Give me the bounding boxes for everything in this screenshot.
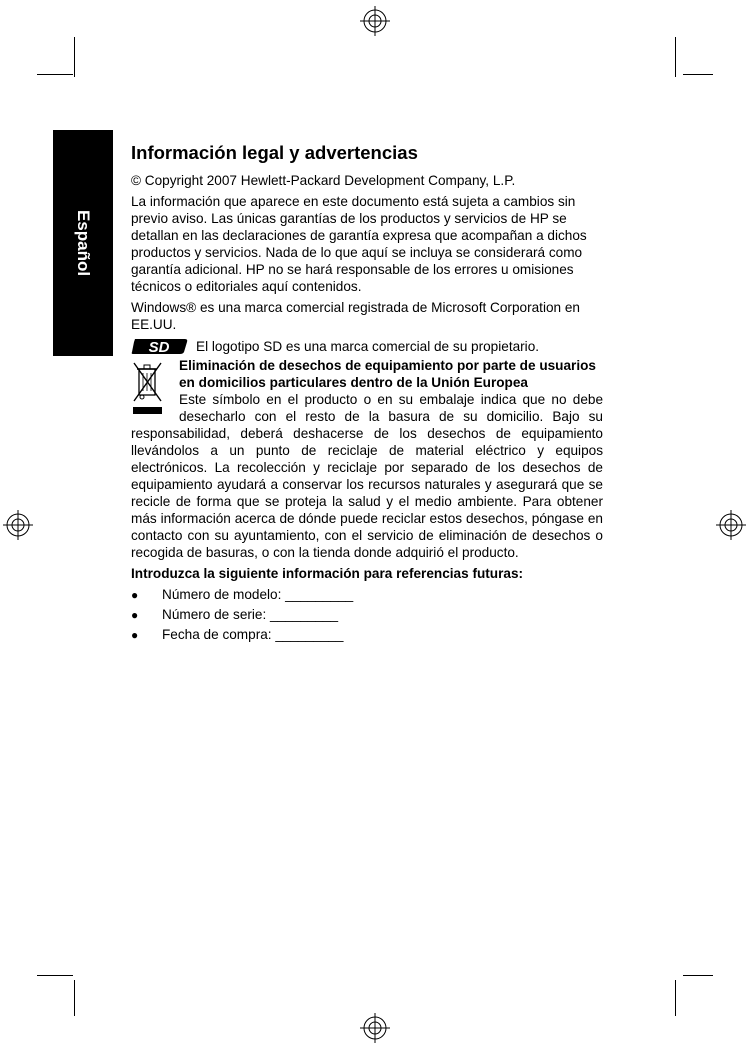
registration-mark-icon — [360, 6, 390, 36]
crop-mark — [37, 975, 73, 976]
crop-mark — [74, 980, 75, 1016]
weee-section — [131, 357, 603, 561]
registration-mark-icon — [360, 1013, 390, 1043]
sd-trademark-text: El logotipo SD es una marca comercial de su propietario. — [196, 339, 540, 354]
future-reference-list — [131, 585, 603, 645]
sd-logo-text: SD — [148, 339, 170, 356]
crop-mark — [683, 74, 713, 75]
notice-paragraph: La información que aparece en este documento está sujeta a cambios sin previo aviso. Las únicas garantías de los productos y servicios de HP se detallan en las declaraciones de garantía expresa que acompañan a dichos productos y servicios. Nada de lo que aquí se incluya se considerará como garantía adicional. HP no se hará responsable de los errores u omisiones técnicos o editoriales aquí contenidos. — [131, 194, 587, 294]
windows-trademark-paragraph: Windows® es una marca comercial registrada de Microsoft Corporation en EE.UU. — [131, 300, 580, 332]
language-tab — [53, 130, 113, 356]
list-item — [131, 625, 603, 645]
model-number-field: Número de modelo: _________ — [162, 587, 354, 602]
bullet-icon: ● — [131, 588, 139, 602]
bullet-icon: ● — [131, 608, 139, 622]
weee-body: Este símbolo en el producto o en su embalaje indica que no debe desecharlo con el resto de la basura de su domicilio. Bajo su responsabilidad, deberá deshacerse de los desechos de equipamiento llevándolos a un punto de reciclaje de material eléctrico y equipos electrónicos. La recolección y reciclaje por separado de los desechos de equipamiento ayudará a conservar los recursos naturales y asegurará que se recicle de forma que se proteja la salud y el medio ambiente. Para obtener más información acerca de dónde puede reciclar estos desechos, póngase en contacto con su ayuntamiento, con el servicio de eliminación de desechos o recogida de basuras, o con la tienda donde adquirió el producto. — [131, 392, 603, 560]
page-title: Información legal y advertencias — [131, 142, 418, 163]
crop-mark — [683, 975, 713, 976]
serial-number-field: Número de serie: _________ — [162, 607, 339, 622]
bullet-icon: ● — [131, 628, 139, 642]
crossed-out-wheelie-bin-icon — [131, 359, 165, 417]
copyright-line: © Copyright 2007 Hewlett-Packard Development Company, L.P. — [131, 173, 516, 188]
list-item — [131, 605, 603, 625]
registration-mark-icon — [3, 510, 33, 540]
weee-heading: Eliminación de desechos de equipamiento por parte de usuarios en domicilios particulares dentro de la Unión Europea — [179, 358, 596, 390]
future-reference-heading: Introduzca la siguiente información para referencias futuras: — [131, 566, 524, 581]
crop-mark — [74, 37, 75, 77]
language-tab-label: Español — [74, 209, 93, 277]
sd-logo-icon — [131, 337, 189, 356]
purchase-date-field: Fecha de compra: _________ — [162, 627, 344, 642]
crop-mark — [37, 74, 73, 75]
list-item — [131, 585, 603, 605]
legal-content — [131, 140, 603, 645]
crop-mark — [675, 980, 676, 1016]
registration-mark-icon — [716, 510, 746, 540]
sd-trademark-line — [131, 337, 603, 356]
crop-mark — [675, 37, 676, 77]
